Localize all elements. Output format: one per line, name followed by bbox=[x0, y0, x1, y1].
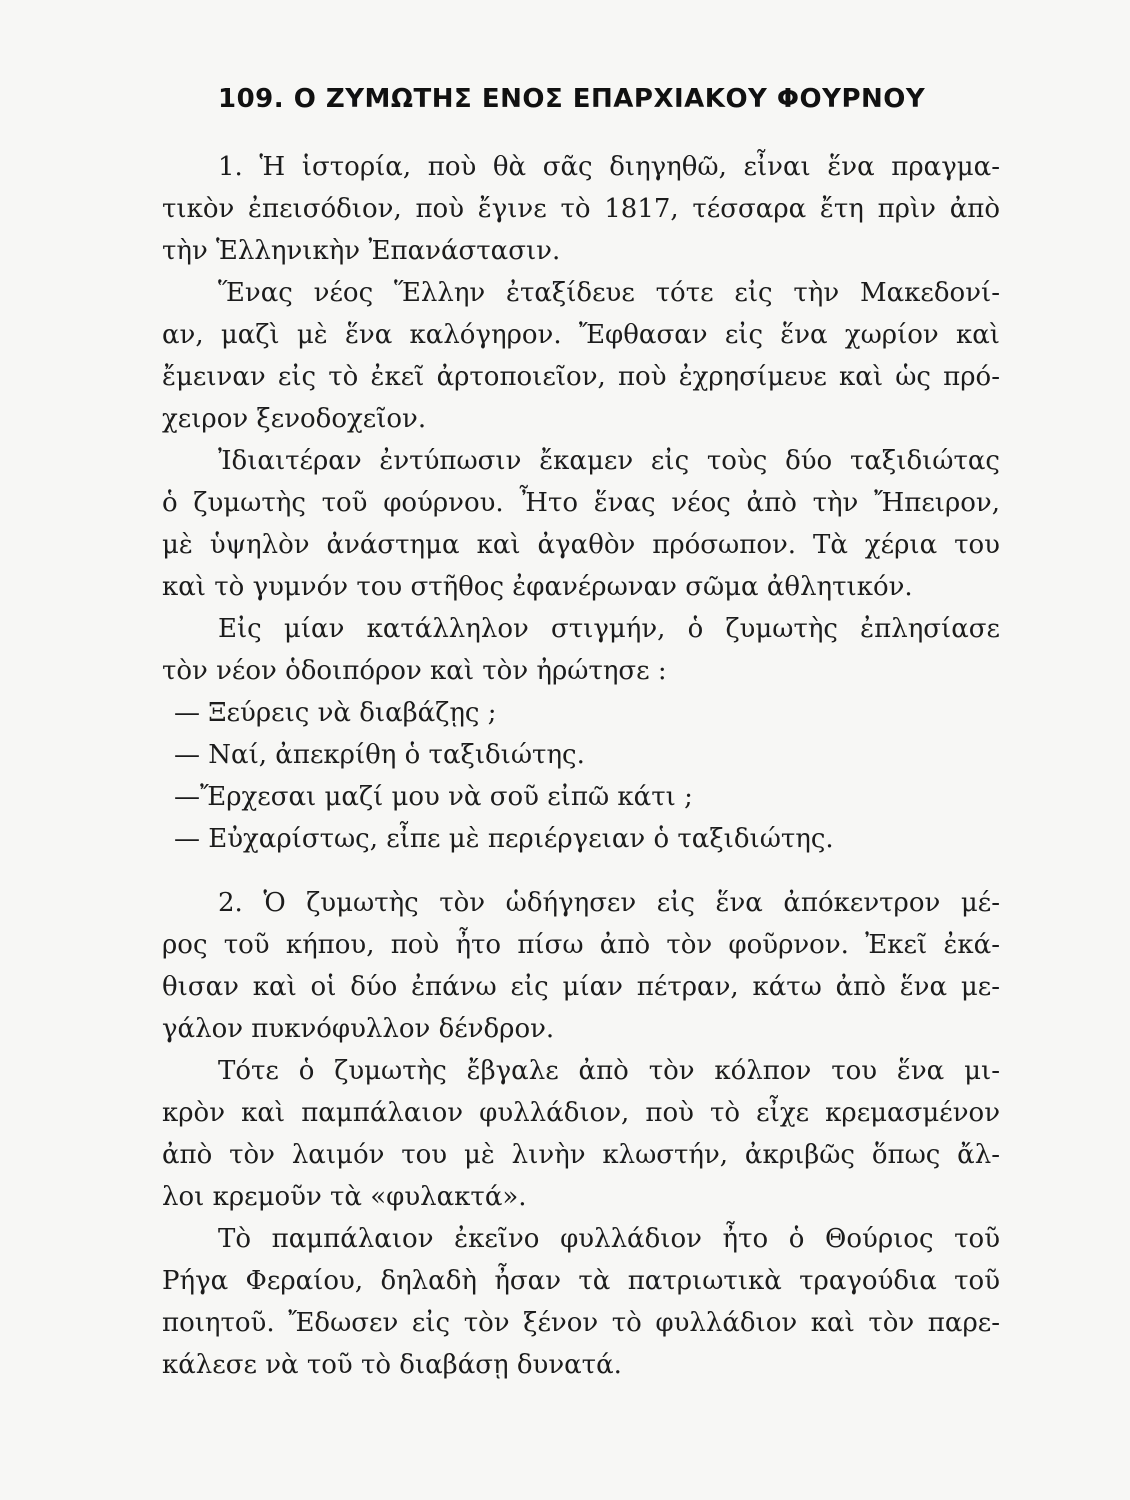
text-line: Ρήγα Φεραίου, δηλαδὴ ἦσαν τὰ πατριωτικὰ τραγούδια τοῦ bbox=[162, 1266, 1000, 1296]
text-line: 2. Ὁ ζυμωτὴς τὸν ὡδήγησεν εἰς ἕνα ἀπόκεντρον μέ- bbox=[218, 888, 1000, 918]
text-line: Εἰς μίαν κατάλληλον στιγμήν, ὁ ζυμωτὴς ἐπλησίασε bbox=[218, 614, 1000, 644]
dialogue-line: — Εὐχαρίστως, εἶπε μὲ περιέργειαν ὁ ταξιδιώτης. bbox=[174, 824, 834, 854]
dialogue-line: — Ναί, ἀπεκρίθη ὁ ταξιδιώτης. bbox=[174, 740, 585, 770]
text-line: κρὸν καὶ παμπάλαιον φυλλάδιον, ποὺ τὸ εἶχε κρεμασμένον bbox=[162, 1098, 1000, 1128]
chapter-title: 109. Ο ΖΥΜΩΤΗΣ ΕΝΟΣ ΕΠΑΡΧΙΑΚΟΥ ΦΟΥΡΝΟΥ bbox=[218, 84, 926, 114]
text-line: Ἰδιαιτέραν ἐντύπωσιν ἔκαμεν εἰς τοὺς δύο ταξιδιώτας bbox=[218, 446, 1000, 476]
text-line: Ἕνας νέος Ἕλλην ἐταξίδευε τότε εἰς τὴν Μακεδονί- bbox=[218, 278, 1000, 308]
text-line: Τὸ παμπάλαιον ἐκεῖνο φυλλάδιον ἦτο ὁ Θούριος τοῦ bbox=[218, 1224, 1000, 1254]
text-line: ἔμειναν εἰς τὸ ἐκεῖ ἀρτοποιεῖον, ποὺ ἐχρησίμευε καὶ ὡς πρό- bbox=[162, 362, 1000, 392]
text-line: τὴν Ἑλληνικὴν Ἐπανάστασιν. bbox=[162, 236, 561, 266]
dialogue bbox=[162, 692, 1000, 860]
paragraph-2-1 bbox=[162, 882, 1000, 1050]
paragraph-2-2 bbox=[162, 1050, 1000, 1218]
text-line: 1. Ἡ ἱστορία, ποὺ θὰ σᾶς διηγηθῶ, εἶναι ἕνα πραγμα- bbox=[218, 152, 1000, 182]
dialogue-line: — Ξεύρεις νὰ διαβάζῃς ; bbox=[174, 698, 497, 728]
text-line: τικὸν ἐπεισόδιον, ποὺ ἔγινε τὸ 1817, τέσσαρα ἔτη πρὶν ἀπὸ bbox=[162, 194, 1000, 224]
text-line: χειρον ξενοδοχεῖον. bbox=[162, 404, 427, 434]
text-line: γάλον πυκνόφυλλον δένδρον. bbox=[162, 1014, 555, 1044]
text-line: ὁ ζυμωτὴς τοῦ φούρνου. Ἦτο ἕνας νέος ἀπὸ τὴν Ἤπειρον, bbox=[162, 488, 1000, 518]
text-line: καὶ τὸ γυμνόν του στῆθος ἐφανέρωναν σῶμα ἀθλητικόν. bbox=[162, 572, 913, 602]
text-line: τὸν νέον ὁδοιπόρον καὶ τὸν ἠρώτησε : bbox=[162, 656, 667, 686]
text-line: ρος τοῦ κήπου, ποὺ ἦτο πίσω ἀπὸ τὸν φοῦρνον. Ἐκεῖ ἐκά- bbox=[162, 930, 1000, 960]
text-line: ἀπὸ τὸν λαιμόν του μὲ λινὴν κλωστήν, ἀκριβῶς ὅπως ἄλ- bbox=[162, 1140, 1000, 1170]
text-line: αν, μαζὶ μὲ ἕνα καλόγηρον. Ἔφθασαν εἰς ἕνα χωρίον καὶ bbox=[162, 320, 1000, 350]
text-line: λοι κρεμοῦν τὰ «φυλακτά». bbox=[162, 1182, 527, 1212]
chapter-body bbox=[162, 146, 1000, 1386]
text-line: ποιητοῦ. Ἔδωσεν εἰς τὸν ξένον τὸ φυλλάδιον καὶ τὸν παρε- bbox=[162, 1308, 1000, 1338]
text-line: κάλεσε νὰ τοῦ τὸ διαβάσῃ δυνατά. bbox=[162, 1350, 622, 1380]
paragraph-1-2 bbox=[162, 272, 1000, 440]
text-line: μὲ ὑψηλὸν ἀνάστημα καὶ ἀγαθὸν πρόσωπον. Τὰ χέρια του bbox=[162, 530, 1000, 560]
text-line: θισαν καὶ οἱ δύο ἐπάνω εἰς μίαν πέτραν, κάτω ἀπὸ ἕνα με- bbox=[162, 972, 1000, 1002]
section-gap bbox=[162, 860, 1000, 882]
paragraph-1-4 bbox=[162, 608, 1000, 692]
text-line: Τότε ὁ ζυμωτὴς ἔβγαλε ἀπὸ τὸν κόλπον του ἕνα μι- bbox=[218, 1056, 1000, 1086]
dialogue-line: —Ἔρχεσαι μαζί μου νὰ σοῦ εἰπῶ κάτι ; bbox=[174, 782, 693, 812]
paragraph-1-3 bbox=[162, 440, 1000, 608]
paragraph-1-1 bbox=[162, 146, 1000, 272]
paragraph-2-3 bbox=[162, 1218, 1000, 1386]
